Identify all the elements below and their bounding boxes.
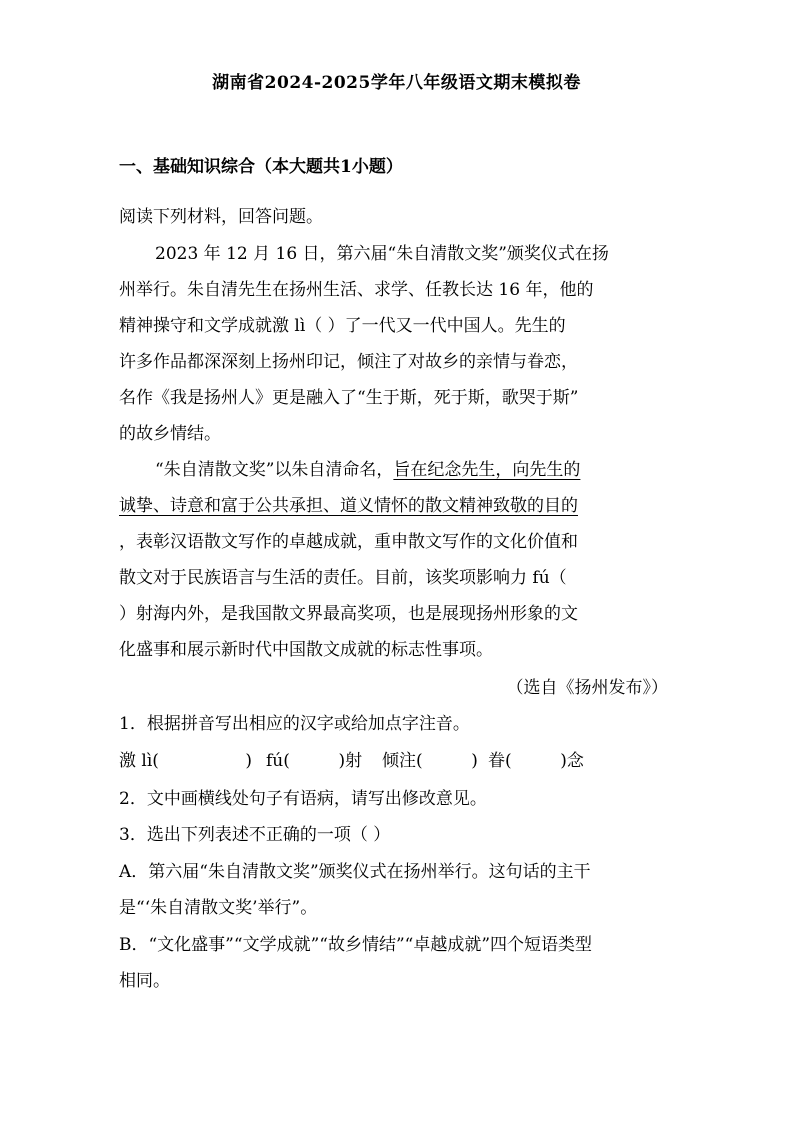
question-1-blanks <box>119 749 679 773</box>
section-heading: 一、基础知识综合（本大题共1小题） <box>119 157 403 177</box>
passage-line <box>155 458 715 482</box>
passage-text: “朱自清散文奖”以朱自清命名， <box>155 460 394 480</box>
underlined-sentence: 旨在纪念先生，向先生的 <box>393 460 581 480</box>
source-citation: （选自《扬州发布》） <box>506 678 668 698</box>
question-2: 2．文中画横线处句子有语病，请写出修改意见。 <box>119 789 487 809</box>
passage-line: 的故乡情结。 <box>119 424 221 444</box>
passage-line: 2023 年 12 月 16 日，第六届“朱自清散文奖”颁奖仪式在扬 <box>155 244 609 264</box>
passage-line: 化盛事和展示新时代中国散文成就的标志性事项。 <box>119 640 493 660</box>
blank-fu: fú( )射 <box>266 751 363 771</box>
passage-line <box>119 494 679 518</box>
blank-qingzhu: 倾注( ) <box>382 751 478 771</box>
blank-li: 激 lì( ) <box>119 751 253 771</box>
option-b-line: 相同。 <box>119 971 170 991</box>
passage-line: 精神操守和文学成就激 lì（ ）了一代又一代中国人。先生的 <box>119 316 566 336</box>
passage-line: 州举行。朱自清先生在扬州生活、求学、任教长达 16 年，他的 <box>119 280 594 300</box>
option-a-line: 是“‘朱自清散文奖’举行”。 <box>119 898 318 918</box>
underlined-sentence: 诚挚、诗意和富于公共承担、道义情怀的散文精神致敬的目的 <box>119 496 578 516</box>
blank-juan: 眷( )念 <box>488 751 584 771</box>
option-a-line: A．第六届“朱自清散文奖”颁奖仪式在扬州举行。这句话的主干 <box>119 862 591 882</box>
question-3: 3．选出下列表述不正确的一项（ ） <box>119 825 391 845</box>
passage-line: 名作《我是扬州人》更是融入了“生于斯，死于斯，歌哭于斯” <box>119 388 579 408</box>
question-1: 1．根据拼音写出相应的汉字或给加点字注音。 <box>119 714 470 734</box>
intro-text: 阅读下列材料，回答问题。 <box>119 207 323 227</box>
passage-line: ）射海内外，是我国散文界最高奖项，也是展现扬州形象的文 <box>119 604 578 624</box>
passage-line: ，表彰汉语散文写作的卓越成就，重申散文写作的文化价值和 <box>119 532 578 552</box>
passage-line: 散文对于民族语言与生活的责任。目前，该奖项影响力 fú（ <box>119 568 567 588</box>
page-title: 湖南省2024-2025学年八年级语文期末模拟卷 <box>212 73 581 93</box>
option-b-line: B．“文化盛事”“文学成就”“故乡情结”“卓越成就”四个短语类型 <box>119 935 593 955</box>
passage-line: 许多作品都深深刻上扬州印记，倾注了对故乡的亲情与眷恋， <box>119 352 578 372</box>
